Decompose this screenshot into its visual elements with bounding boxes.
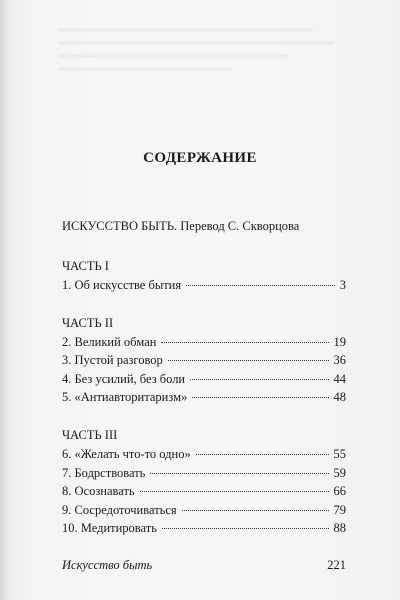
entry-label: 3. Пустой разговор (62, 353, 163, 368)
entry-page-number: 48 (333, 390, 346, 405)
dot-leader (186, 285, 335, 286)
dot-leader (196, 454, 329, 455)
dot-leader (168, 360, 329, 361)
entry-page-number: 55 (333, 446, 346, 461)
toc-entry (62, 351, 346, 370)
entry-page-number: 19 (333, 334, 346, 349)
toc-heading: СОДЕРЖАНИЕ (143, 150, 257, 166)
dot-leader (162, 528, 329, 529)
part-heading: ЧАСТЬ III (62, 427, 118, 442)
entry-label: 2. Великий обман (62, 334, 157, 349)
toc-entry (62, 333, 346, 352)
entry-page-number: 44 (333, 371, 346, 386)
part-2 (62, 314, 346, 407)
dot-leader (161, 342, 328, 343)
entry-label: 6. «Желать что-то одно» (62, 446, 191, 461)
entry-page-number: 36 (333, 353, 346, 368)
part-3 (62, 426, 346, 538)
entry-page-number: 66 (333, 484, 346, 499)
entry-label: 1. Об искусстве бытия (62, 278, 182, 292)
page-edge-shadow (0, 0, 10, 600)
dot-leader (192, 397, 328, 398)
dot-leader (182, 510, 329, 511)
entry-page-number: 79 (333, 502, 346, 517)
page-footer (62, 558, 346, 573)
toc-entry (62, 276, 346, 295)
entry-label: 10. Медитировать (62, 521, 157, 536)
part-heading: ЧАСТЬ I (62, 259, 109, 273)
part-heading: ЧАСТЬ II (62, 315, 114, 330)
running-title: Искусство быть (62, 558, 153, 572)
page-number: 221 (327, 558, 346, 572)
entry-page-number: 88 (333, 521, 346, 536)
entry-label: 7. Бодрствовать (62, 465, 146, 480)
show-through-text (58, 28, 348, 80)
entry-page-number: 3 (339, 278, 346, 292)
toc-entry (62, 370, 346, 389)
entry-label: 5. «Антиавторитаризм» (62, 390, 188, 405)
book-title: ИСКУССТВО БЫТЬ. Перевод С. Скворцова (62, 219, 300, 233)
toc-entry (62, 388, 346, 407)
entry-page-number: 59 (333, 465, 346, 480)
toc-content (62, 219, 346, 557)
entry-label: 4. Без усилий, без боли (62, 371, 186, 386)
part-1 (62, 257, 346, 295)
dot-leader (150, 473, 328, 474)
toc-entry (62, 445, 346, 464)
toc-entry (62, 482, 346, 501)
toc-entry (62, 519, 346, 538)
dot-leader (140, 491, 329, 492)
entry-label: 8. Осознавать (62, 484, 135, 499)
toc-entry (62, 464, 346, 483)
dot-leader (190, 379, 328, 380)
entry-label: 9. Сосредоточиваться (62, 502, 177, 517)
toc-entry (62, 501, 346, 520)
